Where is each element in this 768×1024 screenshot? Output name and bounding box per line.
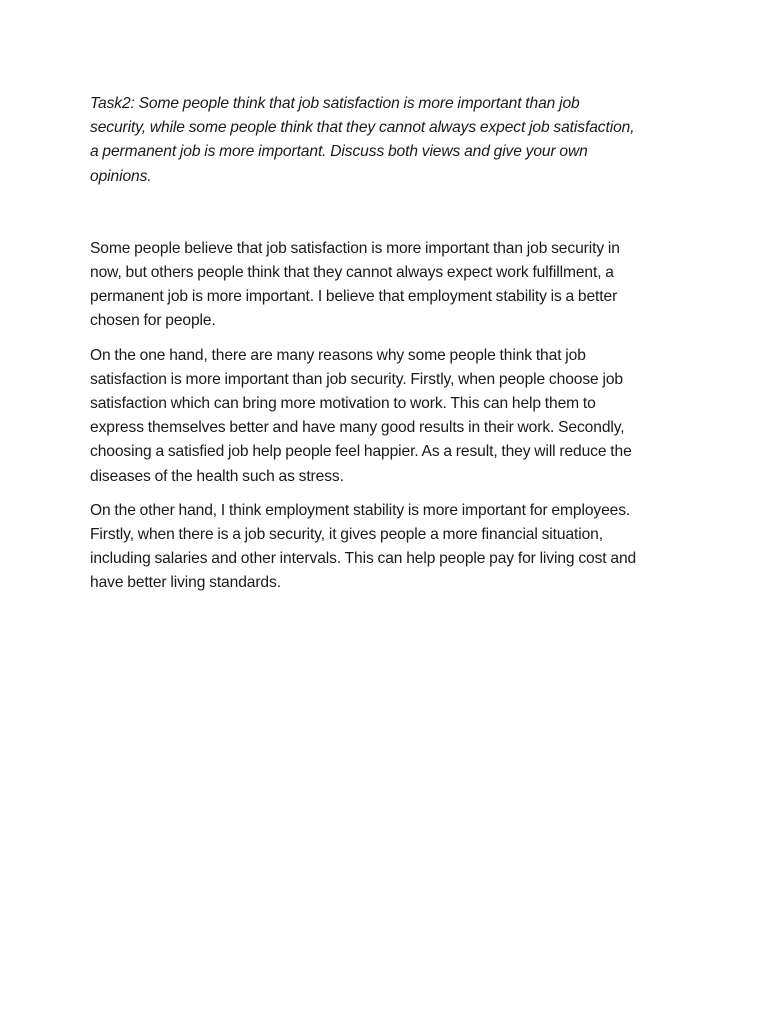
- essay-line: chosen for people.: [90, 312, 216, 330]
- essay: [90, 237, 692, 596]
- essay-paragraph-body-2: [90, 499, 692, 596]
- task-line: Task2: Some people think that job satisfaction is more important than job: [90, 95, 580, 112]
- essay-line: choosing a satisfied job help people feel happier. As a result, they will reduce the: [90, 443, 632, 461]
- essay-line: satisfaction which can bring more motivation to work. This can help them to: [90, 395, 596, 413]
- task-prompt: [90, 92, 692, 189]
- essay-line: have better living standards.: [90, 574, 281, 592]
- essay-line: now, but others people think that they cannot always expect work fulfillment, a: [90, 264, 614, 282]
- essay-line: express themselves better and have many good results in their work. Secondly,: [90, 419, 625, 437]
- essay-line: including salaries and other intervals. This can help people pay for living cost and: [90, 550, 637, 568]
- essay-line: On the other hand, I think employment stability is more important for employees.: [90, 501, 631, 519]
- essay-line: On the one hand, there are many reasons why some people think that job: [90, 346, 586, 364]
- essay-line: permanent job is more important. I believe that employment stability is a better: [90, 288, 618, 306]
- task-line: opinions.: [90, 167, 152, 185]
- essay-paragraph-introduction: [90, 237, 692, 334]
- essay-line: Firstly, when there is a job security, it gives people a more financial situation,: [90, 526, 603, 544]
- essay-line: diseases of the health such as stress.: [90, 467, 344, 485]
- task-line: a permanent job is more important. Discuss both views and give your own: [90, 143, 588, 161]
- task-line: security, while some people think that they cannot always expect job satisfaction,: [90, 119, 635, 137]
- essay-line: satisfaction is more important than job security. Firstly, when people choose job: [90, 370, 623, 388]
- document-body: [90, 92, 692, 606]
- essay-line: Some people believe that job satisfaction is more important than job security in: [90, 239, 620, 257]
- essay-paragraph-body-1: [90, 344, 692, 489]
